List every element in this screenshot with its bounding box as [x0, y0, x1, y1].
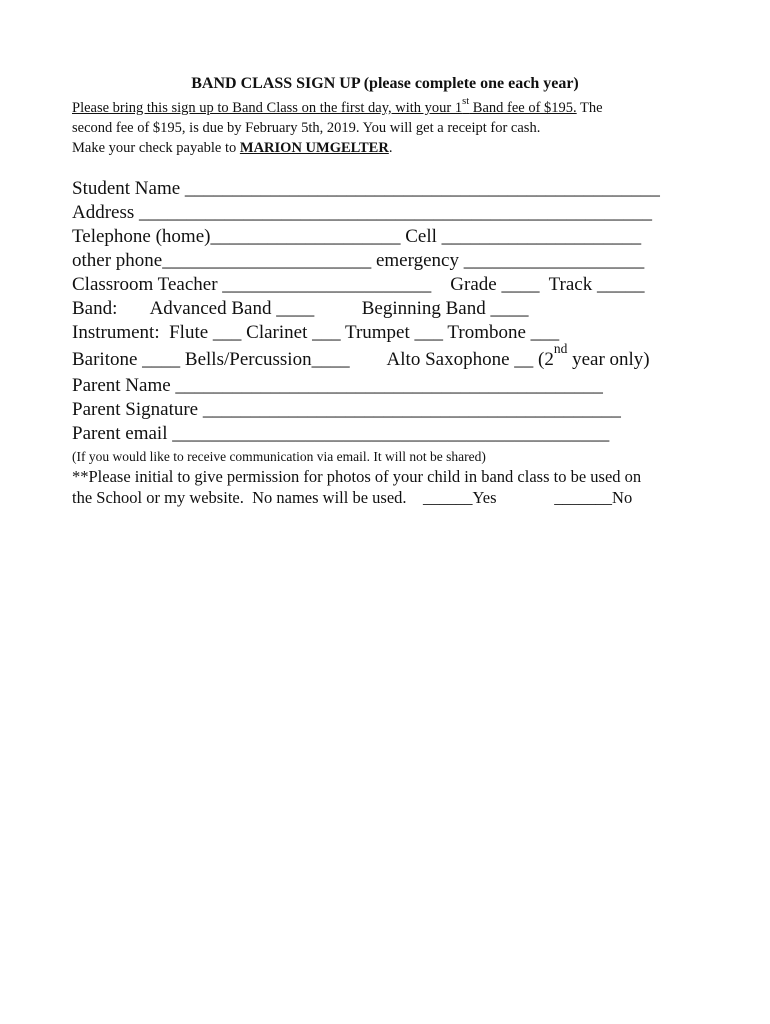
parent-email-field[interactable]: Parent email ______________________________________________ [72, 423, 610, 444]
intro-line-3: Make your check payable to MARION UMGELTER. [72, 140, 393, 156]
address-field[interactable]: Address ______________________________________________________ [72, 202, 653, 223]
intro-paragraph [72, 98, 603, 158]
intro-line-1: Please bring this sign up to Band Class on the first day, with your 1st Band fee of $195. The [72, 96, 603, 116]
photo-permission-line-2[interactable]: the School or my website. No names will be used. ______Yes _______No [72, 488, 633, 507]
band-field[interactable]: Band: Advanced Band ____ Beginning Band ____ [72, 298, 529, 319]
photo-permission-line-1: **Please initial to give permission for photos of your child in band class to be used on [72, 467, 642, 486]
instrument-field[interactable]: Instrument: Flute ___ Clarinet ___ Trumpet ___ Trombone ___ [72, 322, 560, 343]
classroom-teacher-field[interactable]: Classroom Teacher ______________________ Grade ____ Track _____ [72, 274, 645, 295]
parent-name-field[interactable]: Parent Name _____________________________________________ [72, 375, 603, 396]
email-note: (If you would like to receive communication via email. It will not be shared) [72, 449, 486, 464]
instrument-field-continued[interactable]: Baritone ____ Bells/Percussion____ Alto Saxophone __ (2nd year only) [72, 340, 650, 370]
intro-line-2: second fee of $195, is due by February 5th, 2019. You will get a receipt for cash. [72, 120, 541, 136]
ordinal-superscript: st [462, 96, 470, 108]
other-phone-field[interactable]: other phone______________________ emergency ___________________ [72, 250, 645, 271]
form-title: BAND CLASS SIGN UP (please complete one each year) [191, 75, 579, 92]
sign-up-fields [72, 177, 660, 508]
parent-signature-field[interactable]: Parent Signature ____________________________________________ [72, 399, 621, 420]
ordinal-superscript: nd [553, 340, 568, 356]
student-name-field[interactable]: Student Name __________________________________________________ [72, 178, 660, 199]
intro-fee-text: Please bring this sign up to Band Class on the first day, with your 1st Band fee of $195. [72, 96, 577, 116]
payee-name: MARION UMGELTER [239, 140, 389, 156]
telephone-field[interactable]: Telephone (home)____________________ Cell _____________________ [72, 226, 642, 247]
